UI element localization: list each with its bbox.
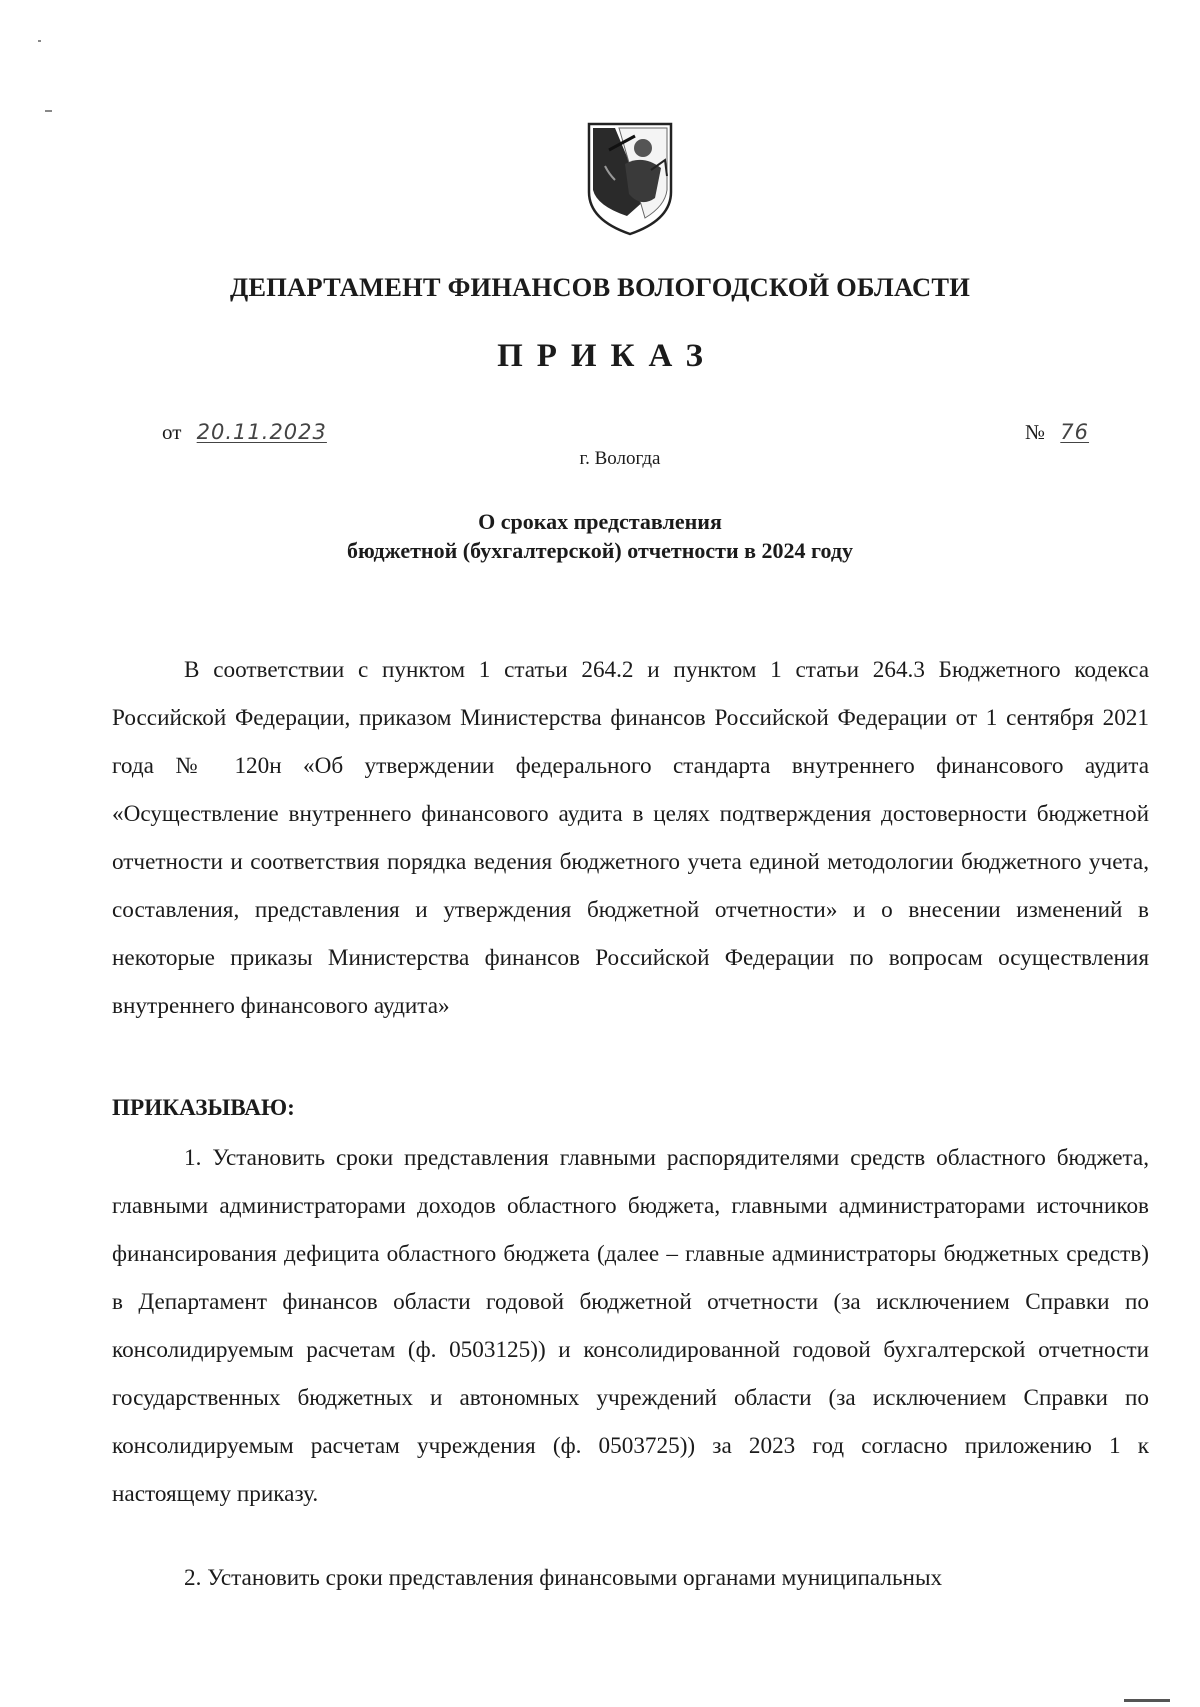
department-name: ДЕПАРТАМЕНТ ФИНАНСОВ ВОЛОГОДСКОЙ ОБЛАСТИ bbox=[229, 272, 971, 302]
scan-speck bbox=[45, 110, 52, 112]
date-value: 20.11.2023 bbox=[196, 420, 327, 444]
subject-line-1: О сроках представления bbox=[478, 509, 722, 534]
order-word: ПРИКАЗЫВАЮ: bbox=[112, 1095, 295, 1121]
subject-line-2: бюджетной (бухгалтерской) отчетности в 2024 году bbox=[347, 538, 853, 563]
scan-edge-mark bbox=[1124, 1699, 1170, 1702]
document-type: ПРИКАЗ bbox=[497, 338, 717, 374]
preamble-paragraph: В соответствии с пунктом 1 статьи 264.2 и пунктом 1 статьи 264.3 Бюджетного кодекса Российской Федерации, приказом Министерства финансов Российской Федерации от 1 сентября 2021 года № 120н «Об утверждении федерального стандарта внутреннего финансового аудита «Осуществление внутреннего финансового аудита в целях подтверждения достоверности бюджетной отчетности и соответствия порядка ведения бюджетного учета единой методологии бюджетного учета, составления, представления и утверждения бюджетной отчетности» и о внесении изменений в некоторые приказы Министерства финансов Российской Федерации по вопросам осуществления внутреннего финансового аудита» bbox=[112, 657, 1149, 1019]
scan-speck bbox=[38, 40, 41, 42]
document-date bbox=[162, 420, 327, 445]
order-item-1: 1. Установить сроки представления главными распорядителями средств областного бюджета, главными администраторами доходов областного бюджета, главными администраторами источников финансирования дефицита областного бюджета (далее – главные администраторы бюджетных средств) в Департамент финансов области годовой бюджетной отчетности (за исключением Справки по консолидируемым расчетам (ф. 0503125)) и консолидированной годовой бухгалтерской отчетности государственных бюджетных и автономных учреждений области (за исключением Справки по консолидируемым расчетам учреждения (ф. 0503725)) за 2023 год согласно приложению 1 к настоящему приказу. bbox=[112, 1145, 1149, 1507]
order-item-2: 2. Установить сроки представления финансовыми органами муниципальных bbox=[184, 1565, 943, 1591]
vologda-coat-of-arms-icon bbox=[585, 120, 675, 238]
number-prefix: № bbox=[1025, 420, 1046, 444]
date-prefix: от bbox=[162, 420, 182, 444]
number-value: 76 bbox=[1060, 420, 1090, 444]
city: г. Вологда bbox=[579, 448, 661, 469]
document-subject bbox=[0, 507, 1200, 565]
document-number bbox=[1025, 420, 1089, 445]
